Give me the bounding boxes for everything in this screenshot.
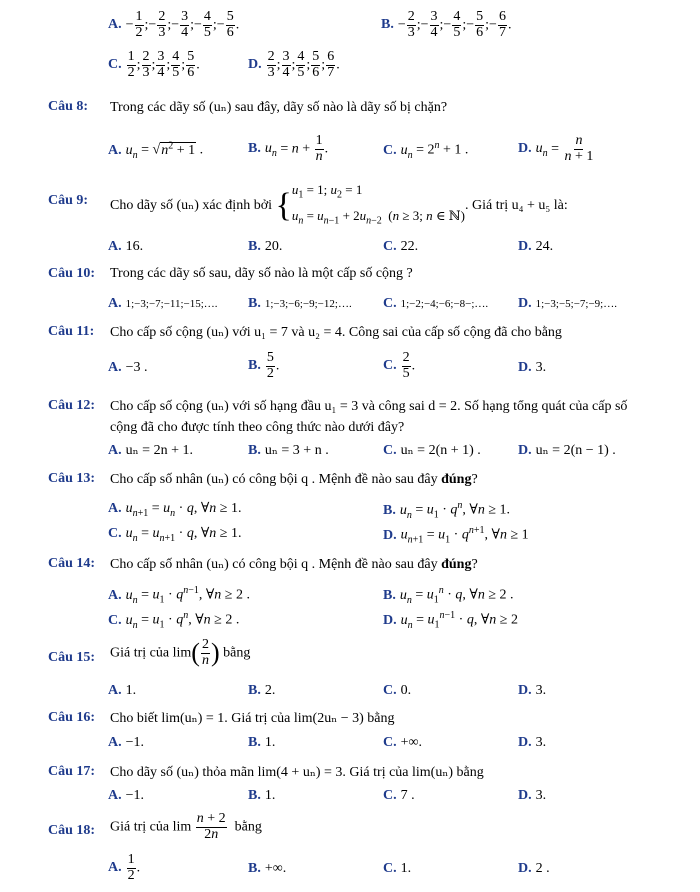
q12-option-d[interactable]: D. uₙ = 2(n − 1) .	[518, 443, 616, 458]
q15-option-c[interactable]: C. 0.	[383, 683, 412, 698]
q9-label: Câu 9:	[48, 193, 89, 208]
q12-option-c[interactable]: C. uₙ = 2(n + 1) .	[383, 443, 481, 458]
q16-option-b[interactable]: B. 1.	[248, 735, 276, 750]
q12-option-a[interactable]: A. uₙ = 2n + 1.	[108, 443, 193, 458]
q10-label: Câu 10:	[48, 266, 96, 281]
q13-option-c[interactable]: C. $u_n = u_{n+1} \cdot q$, ∀n ≥ 1.	[108, 526, 242, 544]
q14-option-d[interactable]: D. $u_n = u_1^{n-1} \cdot q$, ∀n ≥ 2	[383, 610, 518, 631]
q14-option-b[interactable]: B. $u_n = u_1^n \cdot q$, ∀n ≥ 2 .	[383, 585, 514, 606]
q16-option-d[interactable]: D. 3.	[518, 735, 547, 750]
q7-option-a[interactable]: A. − $\frac{1}{2}$ ;− $\frac{2}{3}$ ;− $\frac{3}{4}$ ;− $\frac{4}{5}$ ;− $\frac{5}{6}$ .	[108, 9, 240, 40]
q10-option-c[interactable]: C. 1;−2;−4;−6;−8−;….	[383, 296, 489, 311]
q11-option-b[interactable]: B. $\frac{5}{2}$ .	[248, 350, 280, 381]
q14-option-a[interactable]: A. $u_n = u_1 \cdot q^{n-1}$, ∀n ≥ 2 .	[108, 585, 250, 606]
q15-stem: Giá trị của lim( $\frac{2}{n}$ ) bằng	[110, 637, 251, 668]
q13-option-a[interactable]: A. $u_{n+1} = u_n \cdot q$, ∀n ≥ 1.	[108, 501, 242, 519]
q18-stem: Giá trị của lim $\frac{n + 2}{2n}$ bằng	[110, 811, 262, 842]
q8-label: Câu 8:	[48, 99, 89, 114]
q8-option-c[interactable]: C. $u_n = 2^n + 1$ .	[383, 140, 469, 161]
q12-stem-line1: Cho cấp số cộng (uₙ) với số hạng đầu u₁ = 3 và công sai d = 2. Số hạng tổng quát của cấp số	[110, 399, 628, 414]
q14-option-c[interactable]: C. $u_n = u_1 \cdot q^n$, ∀n ≥ 2 .	[108, 610, 240, 631]
q15-option-b[interactable]: B. 2.	[248, 683, 276, 698]
system-brace: {	[275, 186, 292, 224]
q8-stem: Trong các dãy số (uₙ) sau đây, dãy số nào là dãy số bị chặn?	[110, 100, 448, 115]
q11-option-c[interactable]: C. $\frac{2}{5}$ .	[383, 350, 416, 381]
q7-option-c[interactable]: C. $\frac{1}{2}$ ; $\frac{2}{3}$ ; $\frac{3}{4}$ ; $\frac{4}{5}$ ; $\frac{5}{6}$ .	[108, 49, 200, 80]
q18-label: Câu 18:	[48, 823, 96, 838]
q17-stem: Cho dãy số (uₙ) thỏa mãn lim(4 + uₙ) = 3. Giá trị của lim(uₙ) bằng	[110, 765, 484, 780]
q8-option-a[interactable]: A. $u_n = √n^2 + 1$ .	[108, 140, 204, 161]
q17-option-a[interactable]: A. −1.	[108, 788, 145, 803]
q18-option-d[interactable]: D. 2 .	[518, 861, 550, 876]
q11-stem: Cho cấp số cộng (uₙ) với u₁ = 7 và u₂ = 4. Công sai của cấp số cộng đã cho bằng	[110, 325, 562, 340]
q18-option-a[interactable]: A. $\frac{1}{2}$ .	[108, 852, 141, 883]
q18-option-b[interactable]: B. +∞.	[248, 861, 287, 876]
q9-option-b[interactable]: B. 20.	[248, 239, 283, 254]
q15-option-d[interactable]: D. 3.	[518, 683, 547, 698]
q8-option-b[interactable]: B. $u_n = n$ + $\frac{1}{n}$ .	[248, 133, 329, 164]
q11-option-d[interactable]: D. 3.	[518, 360, 547, 375]
q13-option-b[interactable]: B. $u_n = u_1 \cdot q^n$, ∀n ≥ 1.	[383, 500, 511, 521]
q9-option-c[interactable]: C. 22.	[383, 239, 419, 254]
q7-option-b[interactable]: B. − $\frac{2}{3}$ ;− $\frac{3}{4}$ ;− $\frac{4}{5}$ ;− $\frac{5}{6}$ ;− $\frac{6}{7}$ .	[381, 9, 512, 40]
q14-stem: Cho cấp số nhân (uₙ) có công bội q . Mệnh đề nào sau đây đúng?	[110, 557, 478, 572]
q14-label: Câu 14:	[48, 556, 96, 571]
q15-option-a[interactable]: A. 1.	[108, 683, 137, 698]
q16-option-c[interactable]: C. +∞.	[383, 735, 423, 750]
q12-option-b[interactable]: B. uₙ = 3 + n .	[248, 443, 329, 458]
q18-option-c[interactable]: C. 1.	[383, 861, 412, 876]
q13-label: Câu 13:	[48, 471, 96, 486]
q13-option-d[interactable]: D. $u_{n+1} = u_1 \cdot q^{n+1}$, ∀n ≥ 1	[383, 525, 529, 546]
q9-option-a[interactable]: A. 16.	[108, 239, 144, 254]
q17-label: Câu 17:	[48, 764, 96, 779]
q13-stem: Cho cấp số nhân (uₙ) có công bội q . Mệnh đề nào sau đây đúng?	[110, 472, 478, 487]
q11-option-a[interactable]: A. −3 .	[108, 360, 148, 375]
q10-option-b[interactable]: B. 1;−3;−6;−9;−12;….	[248, 296, 352, 311]
q10-option-d[interactable]: D. 1;−3;−5;−7;−9;….	[518, 296, 617, 311]
q12-stem-line2: cộng đã cho được tính theo công thức nào dưới đây?	[110, 420, 405, 435]
q10-stem: Trong các dãy số sau, dãy số nào là một cấp số cộng ?	[110, 266, 413, 281]
q9-option-d[interactable]: D. 24.	[518, 239, 554, 254]
q15-label: Câu 15:	[48, 650, 96, 665]
q11-label: Câu 11:	[48, 324, 95, 339]
q17-option-c[interactable]: C. 7 .	[383, 788, 415, 803]
q16-stem: Cho biết lim(uₙ) = 1. Giá trị của lim(2uₙ − 3) bằng	[110, 711, 395, 726]
q12-label: Câu 12:	[48, 398, 96, 413]
q9-stem: Cho dãy số (uₙ) xác định bởi { $u_1 = 1$; $u_2 = 1$ $u_n = u_{n-1} + 2u_{n-2}$ (n ≥ 3; n ∈ ℕ) . Giá trị u₄ + u₅ là:	[110, 182, 568, 227]
q17-option-d[interactable]: D. 3.	[518, 788, 547, 803]
q16-label: Câu 16:	[48, 710, 96, 725]
q10-option-a[interactable]: A. 1;−3;−7;−11;−15;….	[108, 296, 218, 311]
q17-option-b[interactable]: B. 1.	[248, 788, 276, 803]
q7-option-d[interactable]: D. $\frac{2}{3}$ ; $\frac{3}{4}$ ; $\frac{4}{5}$ ; $\frac{5}{6}$ ; $\frac{6}{7}$ .	[248, 49, 340, 80]
q8-option-d[interactable]: D. $u_n$ = $\frac{n}{n + 1}$	[518, 133, 594, 164]
q16-option-a[interactable]: A. −1.	[108, 735, 145, 750]
